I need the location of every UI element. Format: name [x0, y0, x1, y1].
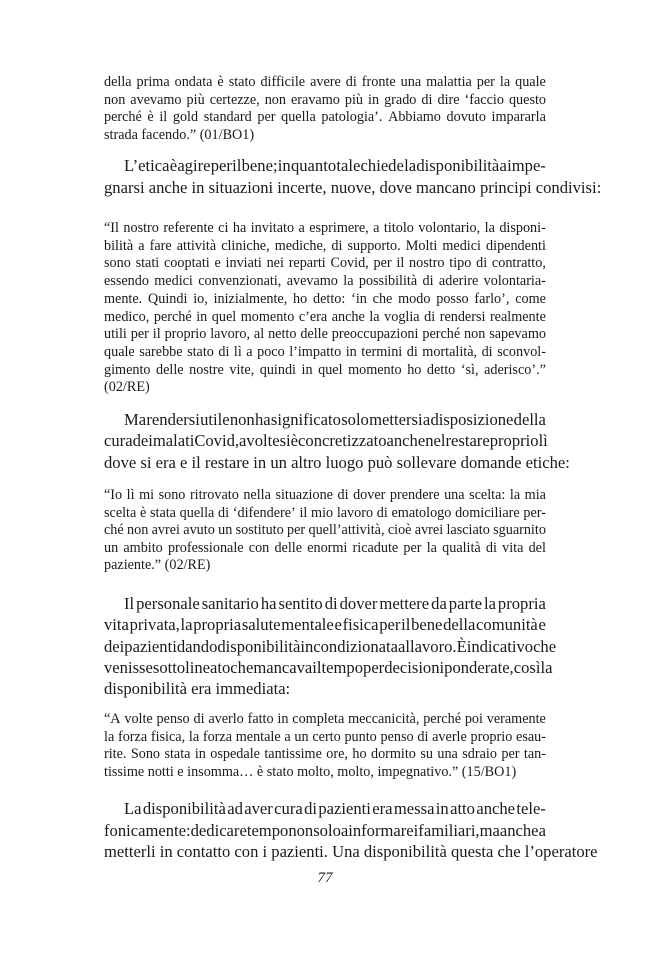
text-line: disponibilità era immediata: [104, 679, 291, 699]
text-line: essendo medici convenzionati, avevamo la possibilità di aderire volontaria- [104, 273, 546, 290]
text-line: un ambito professionale con delle enormi ricadute per la qualità di vita del [104, 539, 546, 556]
page-number: 77 [317, 870, 333, 886]
text-line: dei pazienti dando disponibilità incondizionata al lavoro. È indicativo che [104, 636, 557, 656]
text-line: gimento delle nostre vite, quindi in quel momento ho detto ‘sì, aderisco’.” [104, 361, 546, 378]
text-line: quale sarebbe stato di lì a poco l’impatto in termini di mortalità, di sconvol- [104, 343, 546, 360]
text-line: vita privata, la propria salute mentale e fisica per il bene della comunità e [104, 615, 546, 635]
text-line: la forza fisica, la forza mentale a un certo punto penso di averle proprio esau- [104, 728, 546, 745]
text-line: utili per il proprio lavoro, al netto delle preoccupazioni perché non sapevamo [104, 326, 546, 343]
text-line: “Il nostro referente ci ha invitato a esprimere, a titolo volontario, la disponi- [104, 220, 546, 236]
text-line: medico, perché in quel momento c’era anche la voglia di rendersi realmente [104, 308, 546, 325]
text-line: ché non avrei avuto un sostituto per quell’attività, cioè avrei lasciato sguarnito [104, 522, 546, 539]
text-line: perché è il gold standard per quella patologia’. Abbiamo dovuto impararla [104, 109, 546, 125]
text-line: gnarsi anche in situazioni incerte, nuove, dove mancano principi condivisi: [104, 177, 602, 197]
text-line: paziente.” (02/RE) [104, 557, 211, 574]
text-line: Ma rendersi utile non ha significato solo mettersi a disposizione della [124, 410, 546, 429]
text-line: “Io lì mi sono ritrovato nella situazione di dover prendere una scelta: la mia [104, 487, 546, 503]
text-line: della prima ondata è stato difficile avere di fronte una malattia per la quale [104, 74, 546, 90]
text-line: strada facendo.” (01/BO1) [104, 126, 255, 143]
text-line: cura dei malati Covid, a volte si è concretizzato anche nel restare proprio lì [104, 431, 548, 451]
text-line: metterli in contatto con i pazienti. Una disponibilità questa che l’operatore [104, 842, 598, 861]
text-line: mente. Quindi io, inizialmente, ho detto: ‘in che modo posso farlo’, come [104, 290, 546, 307]
text-line: Il personale sanitario ha sentito di dover mettere da parte la propria [124, 594, 546, 613]
text-line: (02/RE) [104, 379, 150, 396]
text-line: sono stati cooptati e inviati nei reparti Covid, per il nostro tipo di contratto, [104, 255, 546, 272]
text-line: fonicamente: dedicare tempo non solo a informare i familiari, ma anche a [104, 820, 546, 840]
text-line: scelta è stata quella di ‘difendere’ il mio lavoro di ematologo domiciliare per- [104, 504, 546, 521]
text-line: La disponibilità ad aver cura di pazienti era messa in atto anche tele- [124, 799, 546, 818]
text-line: venisse sottolineato che mancava il tempo per decisioni ponderate, così la [104, 657, 553, 677]
text-line: dove si era e il restare in un altro luogo può sollevare domande etiche: [104, 452, 570, 472]
text-line: “A volte penso di averlo fatto in completa meccanicità, perché poi veramente [104, 711, 546, 727]
text-line: L’etica è agire per il bene; in quanto tale chiede la disponibilità a impe- [124, 156, 546, 175]
text-line: bilità a fare attività cliniche, mediche, di supporto. Molti medici dipendenti [104, 237, 546, 254]
text-line: rite. Sono stata in ospedale tantissime ore, ho dormito su una sdraio per tan- [104, 746, 546, 763]
text-line: non avevamo più certezze, non eravamo più in grado di dire ‘faccio questo [104, 91, 546, 108]
text-line: tissime notti e insomma… è stato molto, molto, impegnativo.” (15/BO1) [104, 763, 517, 780]
